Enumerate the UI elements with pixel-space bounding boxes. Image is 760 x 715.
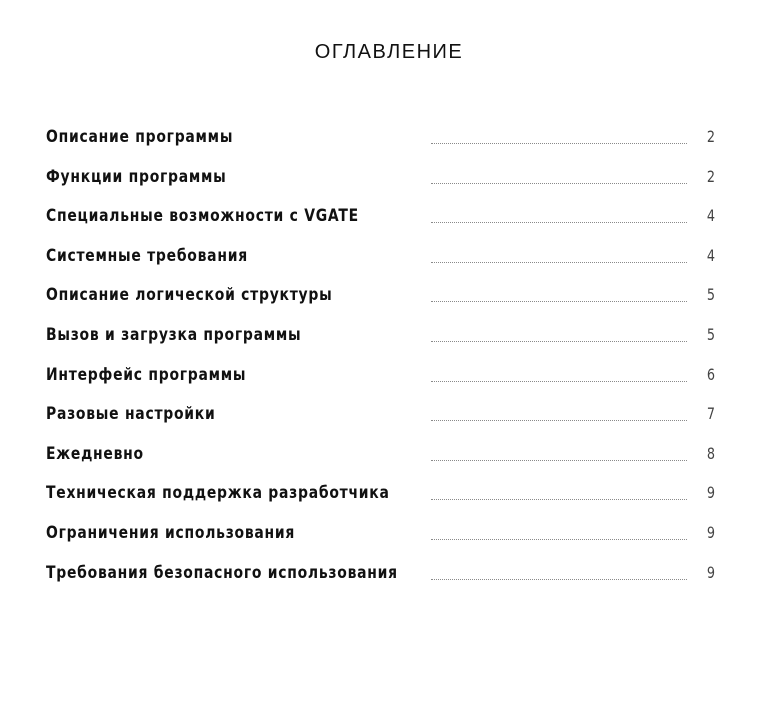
toc-item-program-interface[interactable] <box>46 362 726 402</box>
dot-leader <box>431 143 687 144</box>
toc-item-page-number: 9 <box>706 483 716 503</box>
toc-item-page-number: 9 <box>706 562 716 582</box>
toc-item-page-number: 8 <box>706 443 716 463</box>
toc-item-label: Функции программы <box>46 166 227 187</box>
dot-leader <box>431 579 687 580</box>
toc-item-program-functions[interactable] <box>46 164 726 204</box>
toc-item-page-number: 5 <box>706 285 716 305</box>
toc-item-daily[interactable] <box>46 441 726 481</box>
toc-item-page-number: 5 <box>706 324 716 344</box>
toc-item-page-number: 2 <box>706 127 716 146</box>
toc-item-safe-usage-requirements[interactable] <box>46 560 726 600</box>
toc-item-page-number: 7 <box>706 404 716 424</box>
dot-leader <box>431 460 687 461</box>
toc-item-page-number: 9 <box>706 522 716 542</box>
toc-item-page-number: 2 <box>706 166 716 186</box>
toc-item-vgate-features[interactable] <box>46 203 726 243</box>
dot-leader <box>431 381 687 382</box>
toc-item-page-number: 4 <box>706 206 716 226</box>
toc-item-label: Описание логической структуры <box>46 285 333 306</box>
toc-item-program-description[interactable] <box>46 124 726 164</box>
toc-item-usage-limitations[interactable] <box>46 520 726 560</box>
toc-item-system-requirements[interactable] <box>46 243 726 283</box>
table-of-contents <box>46 124 726 599</box>
toc-item-label: Описание программы <box>46 127 234 147</box>
toc-item-label: Требования безопасного использования <box>46 562 398 583</box>
dot-leader <box>431 183 687 184</box>
dot-leader <box>431 499 687 500</box>
toc-item-label: Разовые настройки <box>46 404 216 425</box>
toc-item-label: Ограничения использования <box>46 522 296 543</box>
toc-item-page-number: 4 <box>706 245 716 265</box>
dot-leader <box>431 420 687 421</box>
toc-item-label: Системные требования <box>46 245 248 266</box>
toc-item-developer-support[interactable] <box>46 480 726 520</box>
toc-item-program-loading[interactable] <box>46 322 726 362</box>
toc-item-label: Интерфейс программы <box>46 364 247 385</box>
toc-item-label: Специальные возможности с VGATE <box>46 206 359 227</box>
dot-leader <box>431 222 687 223</box>
toc-item-label: Техническая поддержка разработчика <box>46 483 390 504</box>
toc-item-label: Вызов и загрузка программы <box>46 324 302 345</box>
page-title: ОГЛАВЛЕНИЕ <box>314 41 464 63</box>
dot-leader <box>431 262 687 263</box>
dot-leader <box>431 341 687 342</box>
toc-item-label: Ежедневно <box>46 443 144 464</box>
toc-item-one-time-settings[interactable] <box>46 401 726 441</box>
dot-leader <box>431 301 687 302</box>
toc-item-page-number: 6 <box>706 364 716 384</box>
dot-leader <box>431 539 687 540</box>
toc-item-logical-structure[interactable] <box>46 282 726 322</box>
